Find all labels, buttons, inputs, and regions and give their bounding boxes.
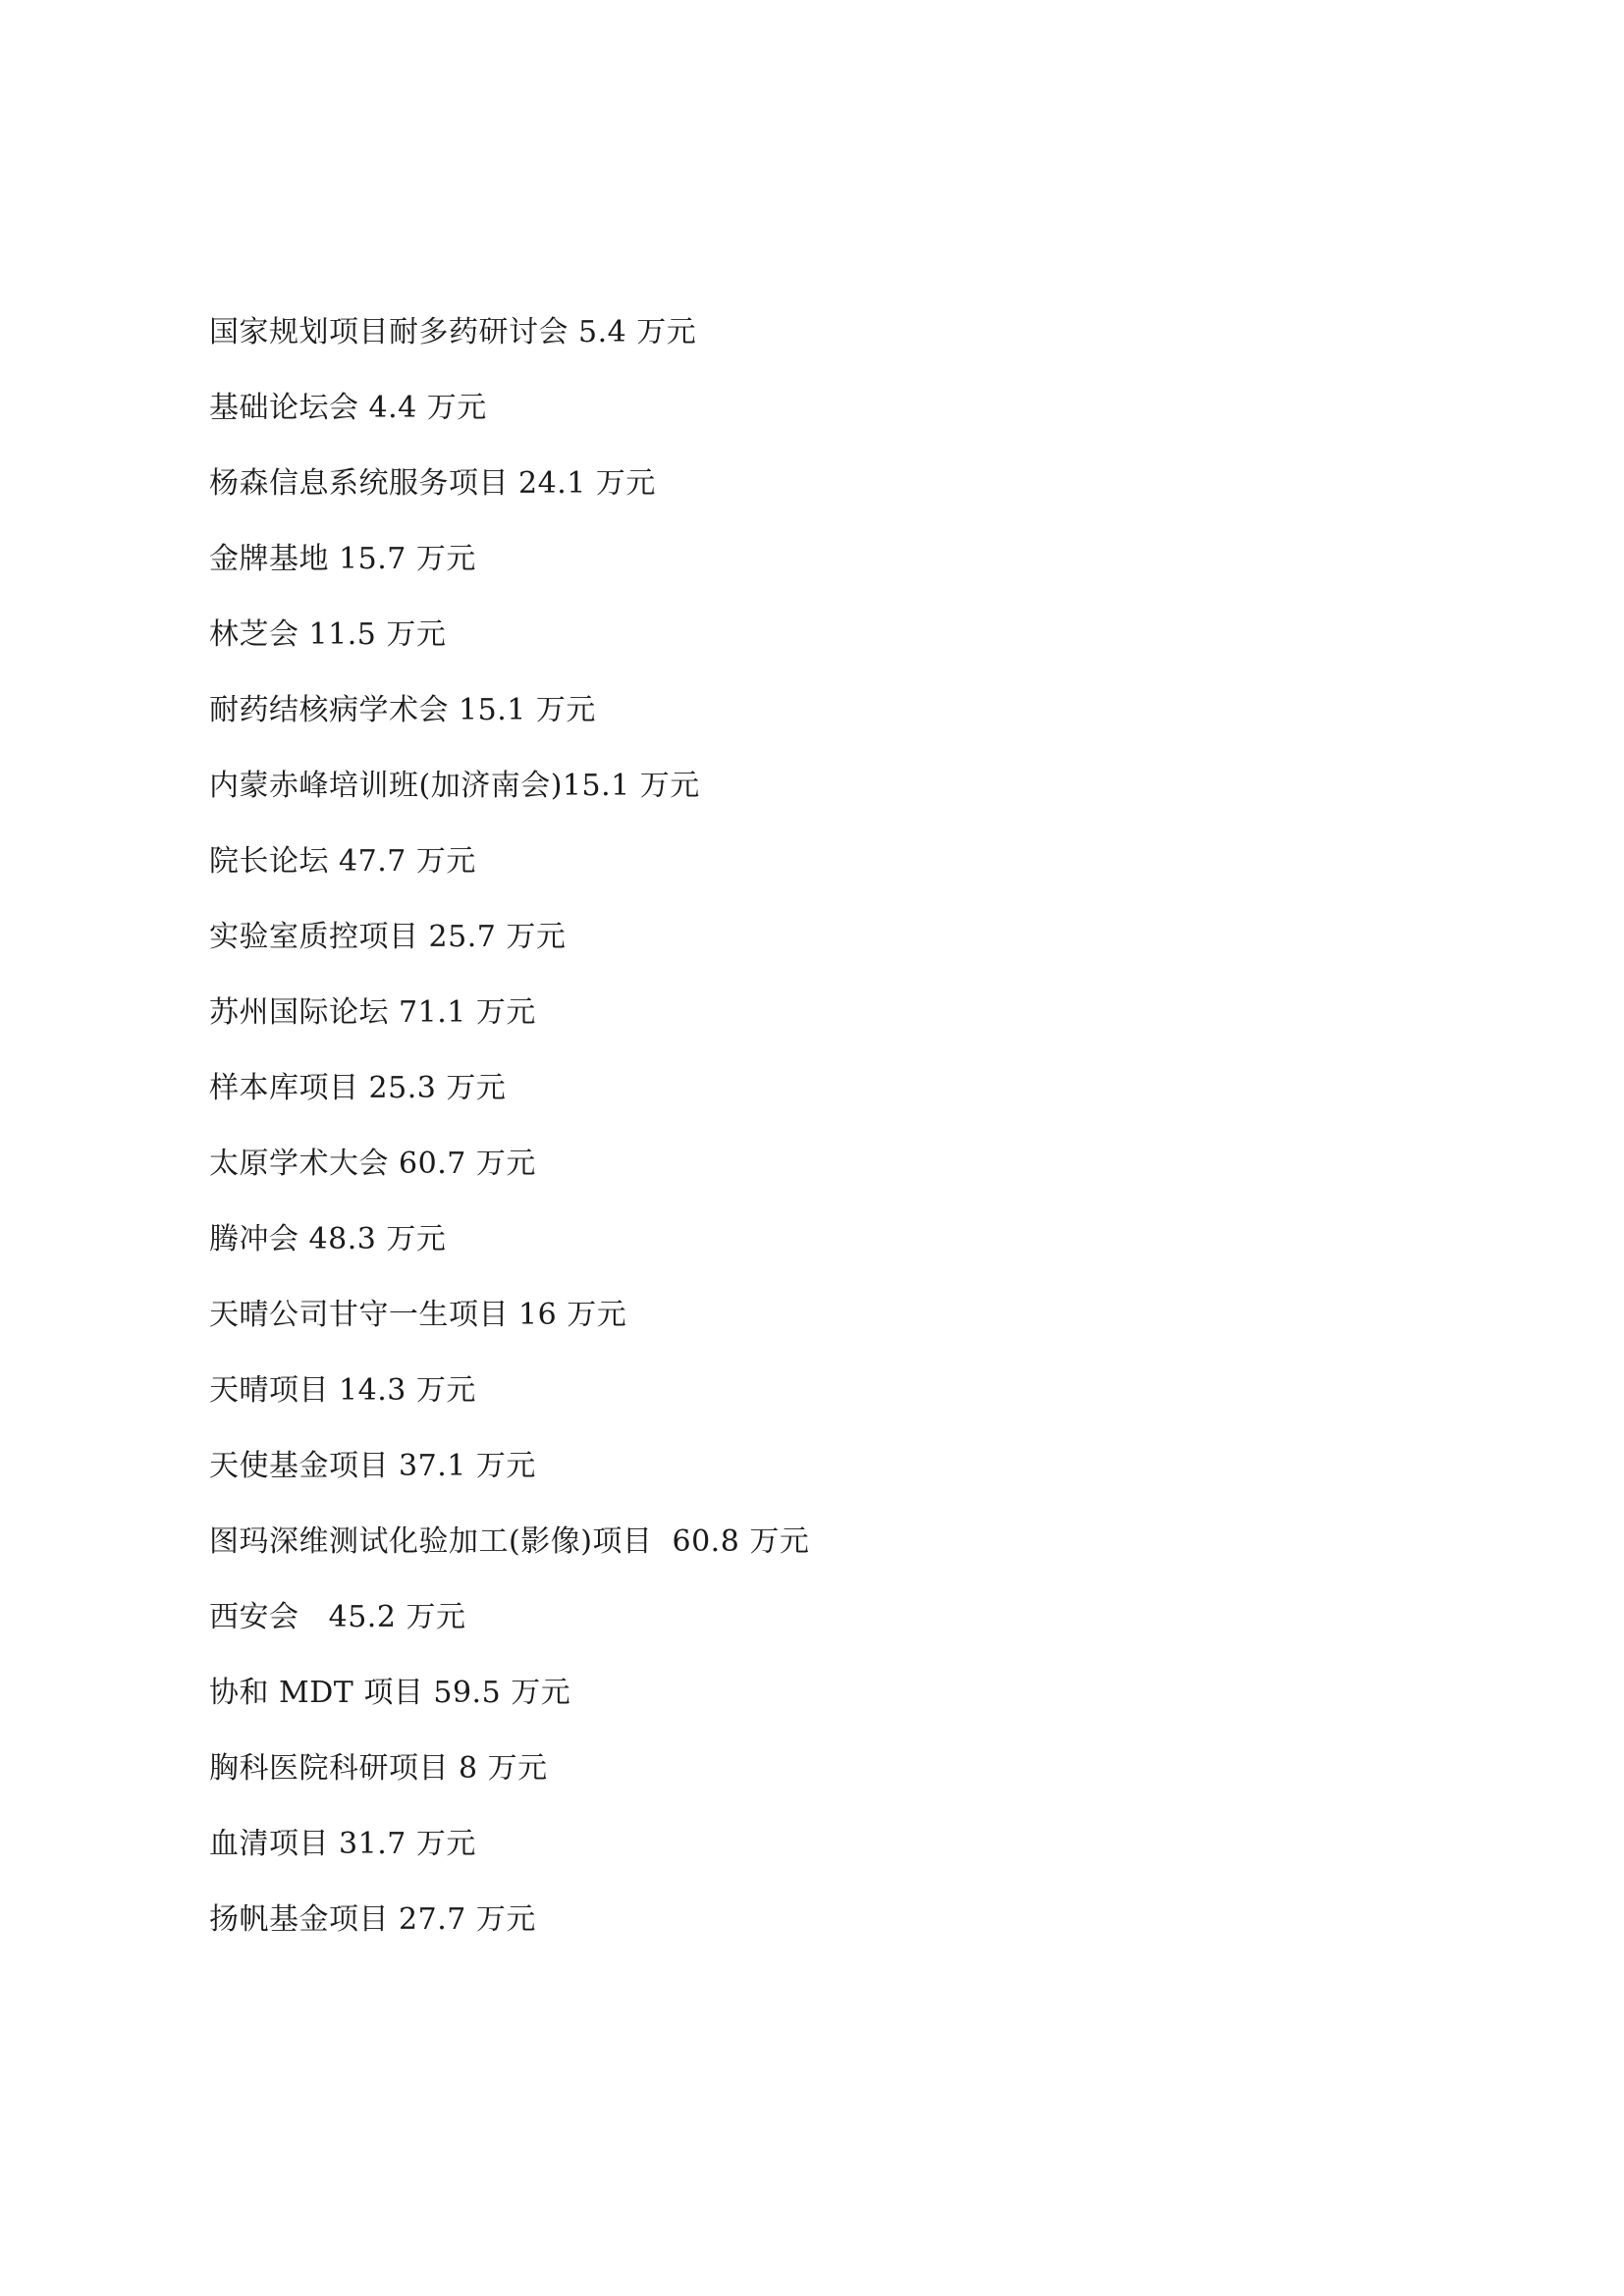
text-line: 天使基金项目 37.1 万元 [209,1449,536,1483]
text-line: 国家规划项目耐多药研讨会 5.4 万元 [209,315,697,349]
text-line: 西安会 45.2 万元 [209,1600,466,1634]
text-line: 实验室质控项目 25.7 万元 [209,920,567,954]
text-line: 扬帆基金项目 27.7 万元 [209,1902,536,1937]
text-line: 林芝会 11.5 万元 [209,617,447,652]
text-line: 内蒙赤峰培训班(加济南会)15.1 万元 [209,769,700,803]
text-line: 胸科医院科研项目 8 万元 [209,1751,548,1786]
text-line: 图玛深维测试化验加工(影像)项目 60.8 万元 [209,1524,810,1559]
text-line: 天晴公司甘守一生项目 16 万元 [209,1298,627,1332]
text-line: 苏州国际论坛 71.1 万元 [209,995,536,1030]
text-line: 天晴项目 14.3 万元 [209,1373,476,1408]
document-text-block [209,294,1417,1957]
text-line: 基础论坛会 4.4 万元 [209,391,487,425]
text-line: 杨森信息系统服务项目 24.1 万元 [209,466,656,501]
text-line: 腾冲会 48.3 万元 [209,1222,447,1256]
text-line: 协和 MDT 项目 59.5 万元 [209,1676,571,1710]
text-line: 样本库项目 25.3 万元 [209,1071,507,1105]
text-line: 耐药结核病学术会 15.1 万元 [209,693,596,727]
text-line: 血清项目 31.7 万元 [209,1827,476,1861]
text-line: 太原学术大会 60.7 万元 [209,1147,536,1181]
text-line: 院长论坛 47.7 万元 [209,844,476,879]
text-line: 金牌基地 15.7 万元 [209,542,476,576]
